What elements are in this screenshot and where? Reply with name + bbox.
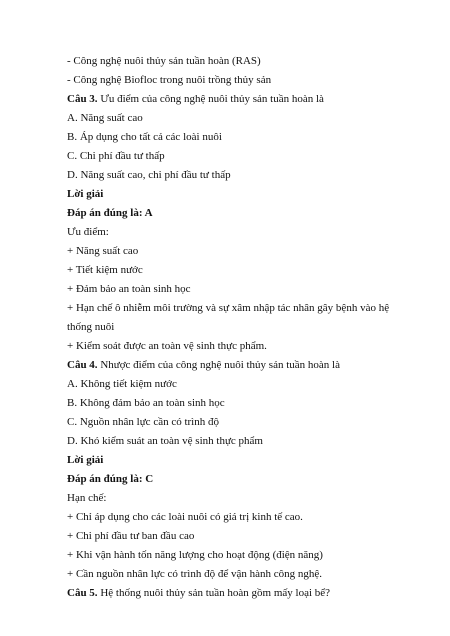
list-item: + Kiểm soát được an toàn vệ sinh thực phẩm.	[67, 340, 267, 352]
solution-heading: Lời giải	[67, 454, 104, 466]
text-line: Hạn chế:	[67, 492, 107, 504]
text-line: - Công nghệ nuôi thủy sản tuần hoàn (RAS)	[67, 55, 261, 67]
correct-answer: Đáp án đúng là: C	[67, 473, 154, 485]
answer-option: A. Năng suất cao	[67, 112, 143, 124]
correct-answer: Đáp án đúng là: A	[67, 207, 153, 219]
question-text: Nhược điểm của công nghệ nuôi thủy sản tuần hoàn là	[97, 359, 340, 371]
solution-heading: Lời giải	[67, 188, 104, 200]
text-line: Ưu điểm:	[67, 226, 109, 238]
list-item: + Tiết kiệm nước	[67, 264, 143, 276]
answer-option: C. Nguồn nhân lực cần có trình độ	[67, 416, 219, 428]
list-item: + Chỉ áp dụng cho các loài nuôi có giá trị kinh tế cao.	[67, 511, 303, 523]
question-4	[67, 359, 340, 372]
answer-option: B. Không đảm bảo an toàn sinh học	[67, 397, 225, 409]
text-line: - Công nghệ Biofloc trong nuôi trồng thủy sản	[67, 74, 272, 86]
list-item-continuation: thống nuôi	[67, 321, 115, 333]
answer-option: B. Áp dụng cho tất cả các loài nuôi	[67, 131, 222, 143]
answer-option: A. Không tiết kiệm nước	[67, 378, 177, 390]
list-item: + Khi vận hành tốn năng lượng cho hoạt động (điện năng)	[67, 549, 323, 561]
question-5	[67, 587, 330, 600]
list-item: + Hạn chế ô nhiễm môi trường và sự xâm nhập tác nhân gây bệnh vào hệ	[67, 302, 390, 314]
question-label: Câu 5.	[67, 587, 98, 599]
list-item: + Năng suất cao	[67, 245, 139, 257]
list-item: + Đảm bảo an toàn sinh học	[67, 283, 191, 295]
question-label: Câu 4.	[67, 359, 98, 371]
answer-option: C. Chi phí đầu tư thấp	[67, 150, 165, 162]
answer-option: D. Khó kiểm suát an toàn vệ sinh thực phẩm	[67, 435, 263, 447]
question-text: Hệ thống nuôi thủy sản tuần hoàn gồm mấy loại bể?	[97, 587, 331, 599]
list-item: + Cần nguồn nhân lực có trình độ để vận hành công nghệ.	[67, 568, 323, 580]
question-label: Câu 3.	[67, 93, 98, 105]
list-item: + Chi phí đầu tư ban đầu cao	[67, 530, 195, 542]
answer-option: D. Năng suất cao, chi phí đầu tư thấp	[67, 169, 231, 181]
question-text: Ưu điểm của công nghệ nuôi thủy sản tuần hoàn là	[97, 93, 324, 105]
question-3	[67, 93, 324, 106]
